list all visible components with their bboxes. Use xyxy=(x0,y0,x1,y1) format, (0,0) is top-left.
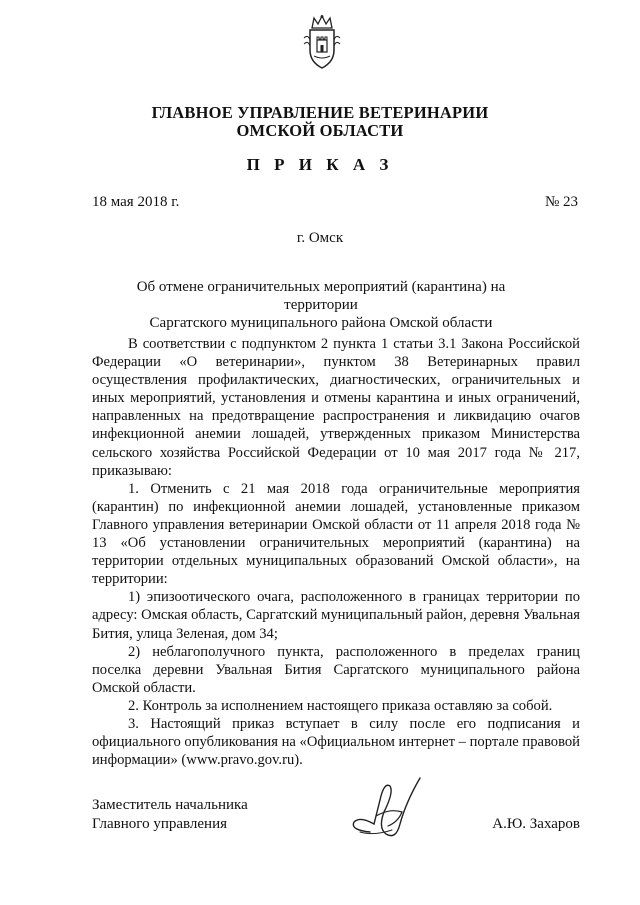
body-item-1: 1. Отменить с 21 мая 2018 года ограничительные мероприятия (карантин) по инфекционной анемии лошадей, установленные приказом Главного управления ветеринарии Омской области от 11 апреля 2018 года № 13 «Об установлении ограничительных мероприятий (карантина) на территории отдельных муниципальных образований Омской области», на территории: xyxy=(92,480,580,588)
document-subject xyxy=(100,278,542,332)
document-number: № 23 xyxy=(544,194,578,210)
signatory-name: А.Ю. Захаров xyxy=(492,816,580,832)
signatory-title-line2: Главного управления xyxy=(92,816,227,832)
org-name-line2: ОМСКОЙ ОБЛАСТИ xyxy=(236,121,404,140)
signatory-title xyxy=(92,796,248,834)
body-item-3: 3. Настоящий приказ вступает в силу после его подписания и официального опубликования на «Официальном интернет – портале правовой информации» (www.pravo.gov.ru). xyxy=(92,715,580,769)
org-name-line1: ГЛАВНОЕ УПРАВЛЕНИЕ ВЕТЕРИНАРИИ xyxy=(151,103,489,122)
subject-line1: Об отмене ограничительных мероприятий (карантина) на территории xyxy=(136,279,506,313)
document-body xyxy=(92,335,580,769)
body-item-1-2: 2) неблагополучного пункта, расположенного в пределах границ поселка деревни Увальная Бития Саргатского муниципального района Омской области. xyxy=(92,643,580,696)
document-date: 18 мая 2018 г. xyxy=(92,194,180,210)
document-city: г. Омск xyxy=(296,230,344,246)
body-item-1-1: 1) эпизоотического очага, расположенного в границах территории по адресу: Омская область, Саргатский муниципальный район, деревня Увальная Бития, улица Зеленая, дом 34; xyxy=(92,589,580,642)
coat-of-arms-icon xyxy=(300,14,344,72)
document-type-title: П Р И К А З xyxy=(246,155,394,174)
body-item-2: 2. Контроль за исполнением настоящего приказа оставляю за собой. xyxy=(128,697,553,714)
subject-line2: Саргатского муниципального района Омской области xyxy=(149,315,493,331)
body-preamble: В соответствии с подпунктом 2 пункта 1 статьи 3.1 Закона Российской Федерации «О ветеринарии», пунктом 38 Ветеринарных правил осуществления профилактических, диагностических, ограничительных и иных мероприятий, установления и отмены карантина и иных ограничений, направленных на предотвращение распространения и ликвидацию очагов инфекционной анемии лошадей, утвержденных приказом Министерства сельского хозяйства Российской Федерации от 10 мая 2017 года № 217, приказываю: xyxy=(92,336,580,479)
signatory-title-line1: Заместитель начальника xyxy=(92,797,248,813)
handwritten-signature-icon xyxy=(340,772,430,844)
